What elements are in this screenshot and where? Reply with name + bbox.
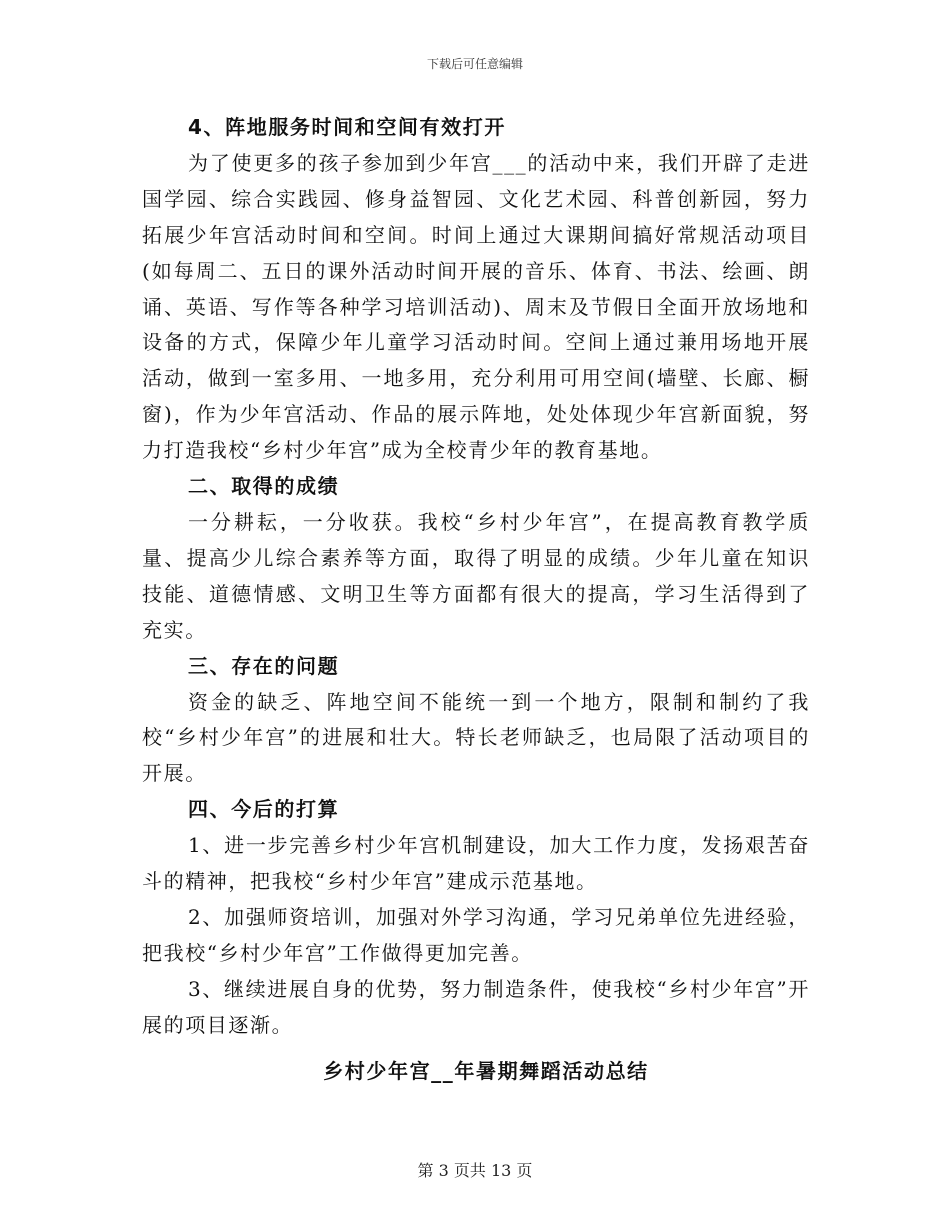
section-paragraph-achievements: 一分耕耘，一分收获。我校“乡村少年宫”，在提高教育教学质量、提高少儿综合素养等方面，取得了明显的成绩。少年儿童在知识技能、道德情感、文明卫生等方面都有很大的提高，学习生活得到了充实。 (142, 509, 810, 642)
section-heading-problems: 三、存在的问题 (188, 653, 340, 678)
page-footer: 第 3 页共 13 页 (417, 1161, 533, 1180)
document-body (142, 110, 810, 1089)
plan-item-3: 3、继续进展自身的优势，努力制造条件，使我校“乡村少年宫”开展的项目逐渐。 (142, 976, 810, 1037)
plan-item-2: 2、加强师资培训，加强对外学习沟通，学习兄弟单位先进经验，把我校“乡村少年宫”工作做得更加完善。 (142, 904, 810, 965)
page-header: 下载后可任意编辑 (426, 57, 523, 71)
section-heading-plans: 四、今后的打算 (188, 797, 340, 822)
next-document-title: 乡村少年宫__年暑期舞蹈活动总结 (323, 1058, 649, 1083)
section-heading-4: 4、阵地服务时间和空间有效打开 (188, 115, 506, 139)
section-paragraph-problems: 资金的缺乏、阵地空间不能统一到一个地方，限制和制约了我校“乡村少年宫”的进展和壮大。特长老师缺乏，也局限了活动项目的开展。 (142, 689, 810, 786)
plan-item-1: 1、进一步完善乡村少年宫机制建设，加大工作力度，发扬艰苦奋斗的精神，把我校“乡村少年宫”建成示范基地。 (142, 833, 810, 894)
section-paragraph-4: 为了使更多的孩子参加到少年宫___的活动中来，我们开辟了走进国学园、综合实践园、修身益智园、文化艺术园、科普创新园，努力拓展少年宫活动时间和空间。时间上通过大课期间搞好常规活动项目(如每周二、五日的课外活动时间开展的音乐、体育、书法、绘画、朗诵、英语、写作等各种学习培训活动)、周末及节假日全面开放场地和设备的方式，保障少年儿童学习活动时间。空间上通过兼用场地开展活动，做到一室多用、一地多用，充分利用可用空间(墙壁、长廊、橱窗)，作为少年宫活动、作品的展示阵地，处处体现少年宫新面貌，努力打造我校“乡村少年宫”成为全校青少年的教育基地。 (142, 150, 810, 463)
section-heading-achievements: 二、取得的成绩 (188, 474, 340, 499)
